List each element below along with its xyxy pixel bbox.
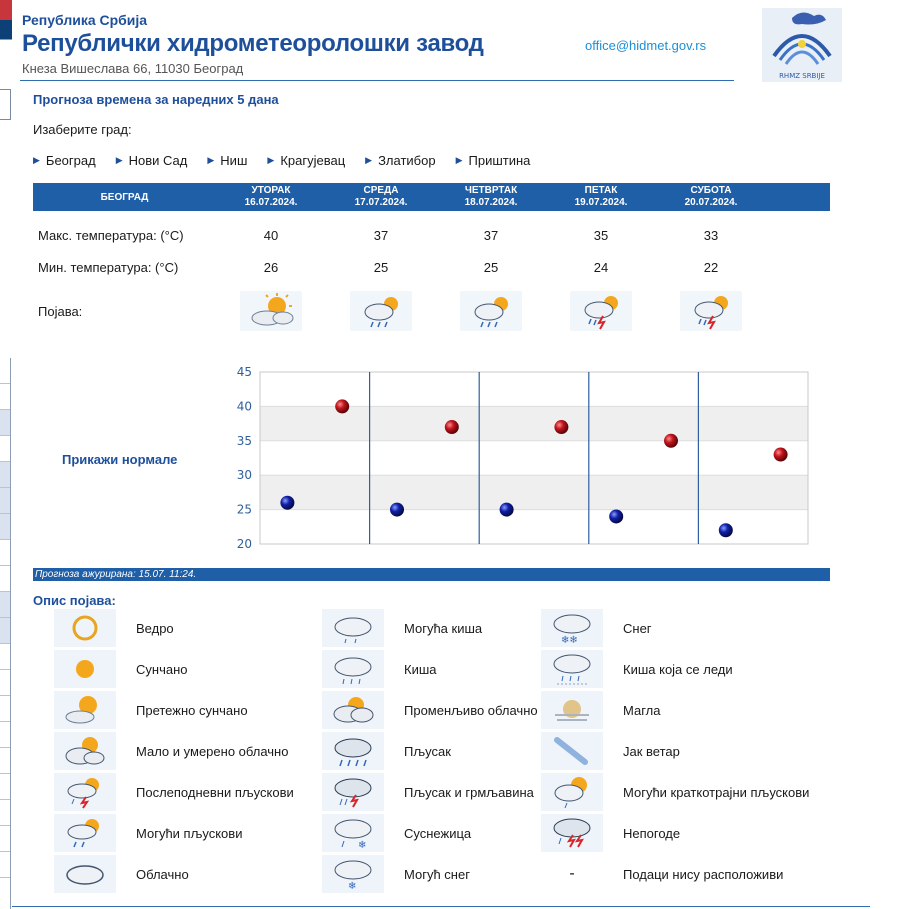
legend-item: Магла xyxy=(541,690,660,730)
afternoon-showers-icon xyxy=(54,773,116,811)
max-temp-label: Макс. температура: (°C) xyxy=(38,228,184,243)
min-temp-value: 24 xyxy=(593,260,609,275)
triangle-right-icon: ▶ xyxy=(455,155,463,165)
forecast-table xyxy=(33,183,830,319)
legend-item: Ведро xyxy=(54,608,174,648)
min-temp-point xyxy=(280,496,294,510)
left-edge-cell xyxy=(0,410,10,436)
legend-item: Непогоде xyxy=(541,813,680,853)
left-edge-cell xyxy=(0,488,10,514)
max-temp-value: 35 xyxy=(593,228,609,243)
left-edge-cell xyxy=(0,644,10,670)
partly-sunny-icon[interactable] xyxy=(240,291,302,331)
freezing-rain-icon xyxy=(541,650,603,688)
city-link-novi-sad[interactable]: ▶ Нови Сад xyxy=(115,153,188,168)
legend-item: Киша xyxy=(322,649,437,689)
left-edge-cell xyxy=(0,618,10,644)
rhmz-logo-icon[interactable] xyxy=(762,8,842,82)
left-edge-cell xyxy=(0,722,10,748)
fog-icon xyxy=(541,691,603,729)
triangle-right-icon: ▶ xyxy=(207,155,215,165)
max-temp-value: 40 xyxy=(263,228,279,243)
left-edge-cell xyxy=(0,540,10,566)
city-link-zlatibor[interactable]: ▶ Златибор xyxy=(365,153,436,168)
min-temp-label: Мин. температура: (°C) xyxy=(38,260,179,275)
shower-icon[interactable] xyxy=(460,291,522,331)
left-edge-cell xyxy=(0,696,10,722)
thunderstorm-icon[interactable] xyxy=(570,291,632,331)
min-temp-point xyxy=(609,509,623,523)
max-temp-point xyxy=(664,434,678,448)
svg-text:RHMZ SRBIJE: RHMZ SRBIJE xyxy=(779,72,825,80)
chart-band xyxy=(260,441,808,475)
legend-item: Пљусак и грмљавина xyxy=(322,772,534,812)
legend-item: ❄ Могућ снег xyxy=(322,854,470,894)
max-temp-row xyxy=(33,228,766,243)
day-header: СУБОТА 20.07.2024. xyxy=(684,185,738,208)
choose-city-label: Изаберите град: xyxy=(33,122,132,137)
triangle-right-icon: ▶ xyxy=(33,155,40,165)
legend-item: ❄❄ Снег xyxy=(541,608,652,648)
legend-item: Сунчано xyxy=(54,649,187,689)
left-edge-cell xyxy=(0,592,10,618)
sunny-icon xyxy=(54,650,116,688)
shower-icon[interactable] xyxy=(350,291,412,331)
phenomenon-label: Појава: xyxy=(38,303,83,319)
legend-item: Послеподневни пљускови xyxy=(54,772,294,812)
shower-thunder-icon xyxy=(322,773,384,811)
variable-cloudy-icon xyxy=(322,691,384,729)
legend-title: Опис појава: xyxy=(33,593,116,608)
day-header: ПЕТАК 19.07.2024. xyxy=(574,185,628,208)
thunderstorm-icon[interactable] xyxy=(680,291,742,331)
triangle-right-icon: ▶ xyxy=(267,155,275,165)
city-link-kragujevac[interactable]: ▶ Крагујевац xyxy=(267,153,346,168)
legend-item: - Подаци нису расположиви xyxy=(541,854,783,894)
site-header xyxy=(0,0,900,86)
left-edge-cell xyxy=(0,566,10,592)
left-edge-cell xyxy=(0,436,10,462)
legend-item: Киша која се леди xyxy=(541,649,733,689)
min-temp-point xyxy=(719,523,733,537)
snow-icon xyxy=(541,609,603,647)
city-link-nis[interactable]: ▶ Ниш xyxy=(207,153,248,168)
legend-item: Могући пљускови xyxy=(54,813,242,853)
chart-ytick-label: 20 xyxy=(236,537,252,551)
forecast-title: Прогноза времена за наредних 5 дана xyxy=(33,92,279,107)
no-data-icon: - xyxy=(569,865,575,882)
sleet-icon xyxy=(322,814,384,852)
min-temp-point xyxy=(390,503,404,517)
max-temp-point xyxy=(335,399,349,413)
left-edge-cell xyxy=(0,670,10,696)
chart-ytick-label: 30 xyxy=(236,468,252,483)
left-edge-fragment xyxy=(0,89,11,120)
legend-item: Јак ветар xyxy=(541,731,680,771)
phenomena-legend xyxy=(54,608,814,898)
chart-ytick-label: 25 xyxy=(236,502,252,517)
legend-item: Променљиво облачно xyxy=(322,690,538,730)
left-edge-cell xyxy=(0,774,10,800)
min-temp-value: 26 xyxy=(263,260,279,275)
legend-item: Могући краткотрајни пљускови xyxy=(541,772,809,812)
left-edge-cell xyxy=(0,462,10,488)
min-temp-value: 25 xyxy=(373,260,389,275)
legend-item: Претежно сунчано xyxy=(54,690,248,730)
max-temp-value: 37 xyxy=(373,228,389,243)
day-header: СРЕДА 17.07.2024. xyxy=(354,185,408,208)
triangle-right-icon: ▶ xyxy=(115,155,123,165)
city-selector xyxy=(33,153,550,168)
legend-item: Пљусак xyxy=(322,731,451,771)
max-temp-point xyxy=(774,448,788,462)
day-header: УТОРАК 16.07.2024. xyxy=(244,185,298,208)
legend-item: ❄ Суснежица xyxy=(322,813,471,853)
triangle-right-icon: ▶ xyxy=(365,155,373,165)
min-temp-value: 25 xyxy=(483,260,499,275)
legend-item: Могућа киша xyxy=(322,608,482,648)
downpour-icon xyxy=(322,732,384,770)
day-header: ЧЕТВРТАК 18.07.2024. xyxy=(464,185,518,208)
selected-city-header: БЕОГРАД xyxy=(100,191,149,203)
min-temp-value: 22 xyxy=(703,260,719,275)
header-divider xyxy=(20,80,734,81)
bottom-divider xyxy=(12,906,870,907)
left-edge-cell xyxy=(0,384,10,410)
email-link[interactable]: office@hidmet.gov.rs xyxy=(585,38,707,53)
max-temp-point xyxy=(445,420,459,434)
phenomenon-row xyxy=(33,291,766,331)
flag-strip xyxy=(0,0,12,60)
org-address: Кнеза Вишеслава 66, 11030 Београд xyxy=(22,61,244,76)
max-temp-value: 33 xyxy=(703,228,719,243)
rain-icon xyxy=(322,650,384,688)
max-temp-point xyxy=(554,420,568,434)
left-edge-cell xyxy=(0,748,10,774)
city-link-pristina[interactable]: ▶ Приштина xyxy=(455,153,531,168)
org-title[interactable]: Републички хидрометеоролошки завод xyxy=(22,30,484,57)
possible-snow-icon xyxy=(322,855,384,893)
temperature-chart-svg xyxy=(220,362,820,557)
mostly-sunny-icon xyxy=(54,691,116,729)
clear-icon xyxy=(54,609,116,647)
svg-text:❄: ❄ xyxy=(358,840,367,850)
partly-cloudy-icon xyxy=(54,732,116,770)
forecast-table-header xyxy=(33,183,830,211)
show-normals-link[interactable]: Прикажи нормале xyxy=(62,452,178,467)
forecast-updated-bar: Прогноза ажурирана: 15.07. 11:24. xyxy=(33,568,830,581)
brief-showers-icon xyxy=(541,773,603,811)
left-edge-cell xyxy=(0,514,10,540)
min-temp-row xyxy=(33,260,766,275)
left-edge-cell xyxy=(0,358,10,384)
svg-text:❄❄: ❄❄ xyxy=(561,635,578,645)
legend-item: Мало и умерено облачно xyxy=(54,731,288,771)
left-edge-cell xyxy=(0,800,10,826)
chart-ytick-label: 40 xyxy=(236,399,252,414)
min-temp-point xyxy=(500,503,514,517)
left-edge-column xyxy=(0,358,11,909)
cloudy-icon xyxy=(54,855,116,893)
chart-ytick-label: 45 xyxy=(236,365,252,379)
storm-icon xyxy=(541,814,603,852)
max-temp-value: 37 xyxy=(483,228,499,243)
possible-rain-icon xyxy=(322,609,384,647)
city-link-beograd[interactable]: ▶ Београд xyxy=(33,153,96,168)
left-edge-cell xyxy=(0,852,10,878)
possible-showers-icon xyxy=(54,814,116,852)
svg-text:❄: ❄ xyxy=(348,881,357,891)
left-edge-cell xyxy=(0,826,10,852)
strong-wind-icon xyxy=(541,732,603,770)
org-small-title: Република Србија xyxy=(22,12,148,28)
legend-item: Облачно xyxy=(54,854,189,894)
chart-ytick-label: 35 xyxy=(236,433,252,448)
temperature-chart xyxy=(220,362,820,557)
chart-band xyxy=(260,475,808,509)
